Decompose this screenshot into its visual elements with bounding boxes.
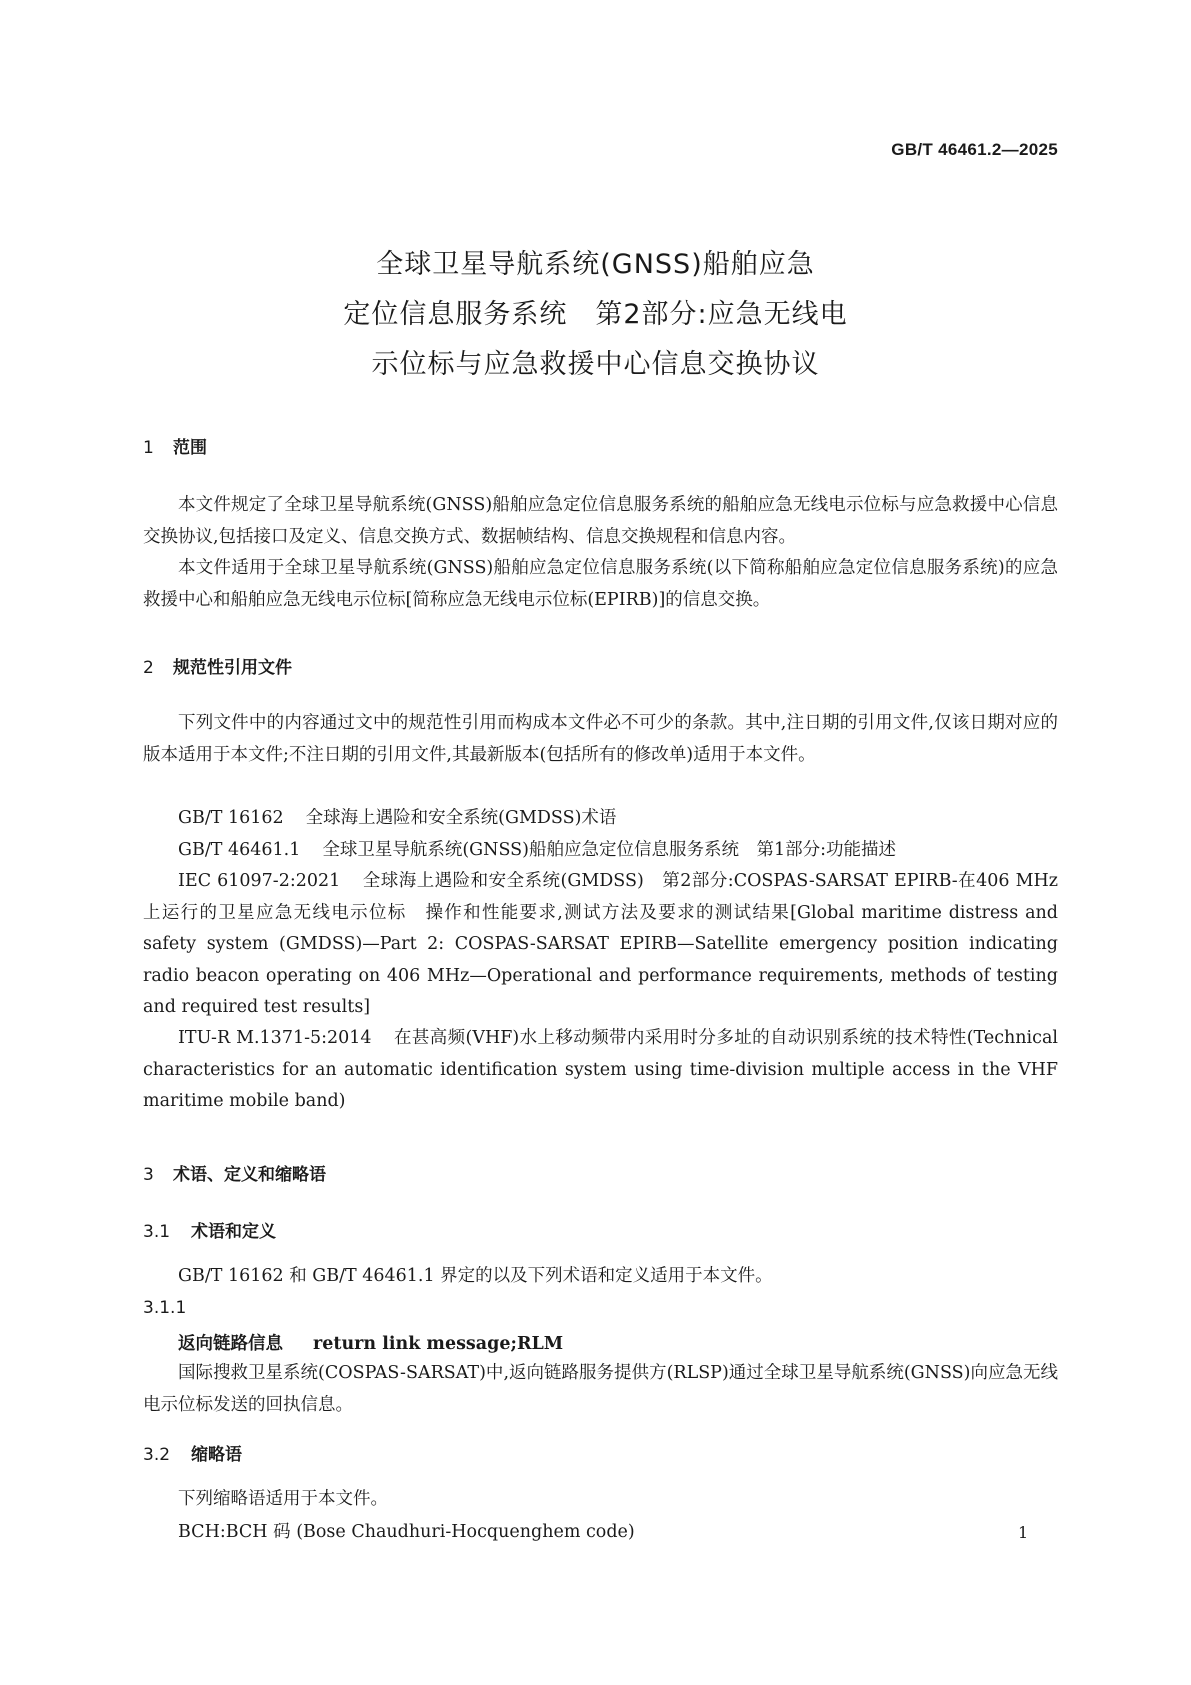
reference-text: 全球海上遇险和安全系统(GMDSS)术语 xyxy=(305,808,617,828)
abbreviation-item: BCH:BCH 码 (Bose Chaudhuri-Hocquenghem code) xyxy=(178,1522,635,1542)
reference-code: GB/T 46461.1 xyxy=(178,840,301,860)
section-3-heading xyxy=(143,1160,326,1185)
section-title: 术语、定义和缩略语 xyxy=(173,1165,326,1185)
section-1-paragraph-1: 本文件规定了全球卫星导航系统(GNSS)船舶应急定位信息服务系统的船舶应急无线电示位标与应急救援中心信息交换协议,包括接口及定义、信息交换方式、数据帧结构、信息交换规程和信息内容。 xyxy=(143,495,1058,547)
section-2-heading xyxy=(143,653,292,678)
reference-text: 在甚高频(VHF)水上移动频带内采用时分多址的自动识别系统的技术特性(Technical characteristics for an automatic identification system using time-division multiple access in the VHF maritime mobile band) xyxy=(143,1028,1058,1111)
reference-item xyxy=(143,835,1058,867)
page-number: 1 xyxy=(1018,1523,1029,1542)
term-chinese: 返向链路信息 xyxy=(178,1334,283,1354)
section-title: 范围 xyxy=(173,438,207,458)
title-line-2: 定位信息服务系统 第2部分:应急无线电 xyxy=(343,299,848,330)
section-1-heading xyxy=(143,433,207,458)
standard-code: GB/T 46461.2—2025 xyxy=(891,140,1058,159)
section-number: 1 xyxy=(143,438,154,458)
subsection-title: 缩略语 xyxy=(191,1445,242,1465)
section-2-intro: 下列文件中的内容通过文中的规范性引用而构成本文件必不可少的条款。其中,注日期的引用文件,仅该日期对应的版本适用于本文件;不注日期的引用文件,其最新版本(包括所有的修改单)适用于本文件。 xyxy=(143,713,1058,765)
section-number: 2 xyxy=(143,658,154,678)
subsection-number: 3.1 xyxy=(143,1222,171,1242)
title-line-3: 示位标与应急救援中心信息交换协议 xyxy=(371,349,820,380)
subsection-number: 3.2 xyxy=(143,1445,171,1465)
subsection-3-2-intro: 下列缩略语适用于本文件。 xyxy=(178,1489,388,1509)
reference-item xyxy=(143,1023,1058,1118)
reference-code: GB/T 16162 xyxy=(178,808,284,828)
reference-code: IEC 61097-2:2021 xyxy=(178,871,341,891)
term-entry xyxy=(178,1330,563,1355)
term-definition: 国际搜救卫星系统(COSPAS-SARSAT)中,返向链路服务提供方(RLSP)通过全球卫星导航系统(GNSS)向应急无线电示位标发送的回执信息。 xyxy=(143,1363,1058,1415)
subsection-title: 术语和定义 xyxy=(191,1222,276,1242)
term-english: return link message;RLM xyxy=(313,1334,564,1354)
term-number: 3.1.1 xyxy=(143,1298,187,1318)
title-line-1: 全球卫星导航系统(GNSS)船舶应急 xyxy=(376,249,815,280)
section-number: 3 xyxy=(143,1165,154,1185)
section-1-paragraph-2: 本文件适用于全球卫星导航系统(GNSS)船舶应急定位信息服务系统(以下简称船舶应急定位信息服务系统)的应急救援中心和船舶应急无线电示位标[简称应急无线电示位标(EPIRB)]的信息交换。 xyxy=(143,558,1058,610)
reference-item xyxy=(143,866,1058,1024)
reference-text: 全球卫星导航系统(GNSS)船舶应急定位信息服务系统 第1部分:功能描述 xyxy=(322,840,896,860)
subsection-3-1-intro: GB/T 16162 和 GB/T 46461.1 界定的以及下列术语和定义适用于本文件。 xyxy=(178,1266,773,1286)
document-title xyxy=(0,240,1191,390)
subsection-3-1-heading xyxy=(143,1217,276,1242)
subsection-3-2-heading xyxy=(143,1440,242,1465)
reference-code: ITU-R M.1371-5:2014 xyxy=(178,1028,372,1048)
section-title: 规范性引用文件 xyxy=(173,658,292,678)
reference-text: 全球海上遇险和安全系统(GMDSS) 第2部分:COSPAS-SARSAT EPIRB-在406 MHz上运行的卫星应急无线电示位标 操作和性能要求,测试方法及要求的测试结果[Global maritime distress and safety system (GMDSS)—Part 2: COSPAS-SARSAT EPIRB—Satellite emergency position indicating radio beacon operating on 406 MHz—Operational and performance requirements, methods of testing and required test results] xyxy=(143,871,1058,1017)
reference-item xyxy=(143,803,1058,835)
